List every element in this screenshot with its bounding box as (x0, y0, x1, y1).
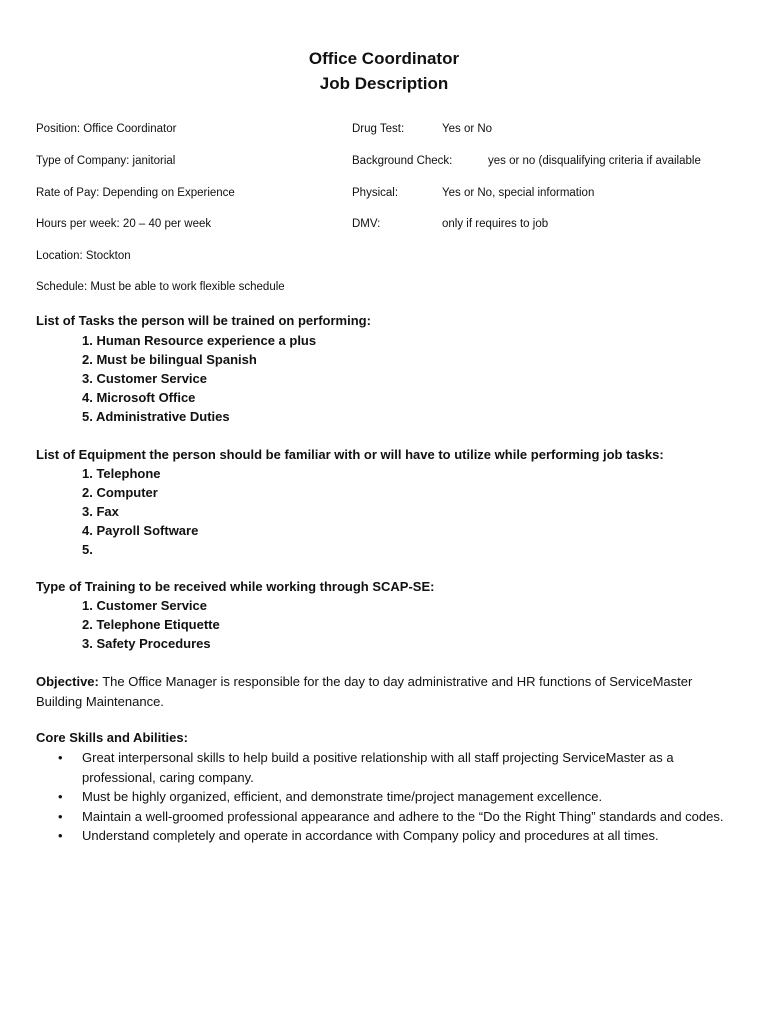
rate-of-pay-field: Rate of Pay: Depending on Experience (36, 187, 235, 199)
bullet-icon: • (58, 808, 63, 824)
list-item-text: Great interpersonal skills to help build a positive relationship with all staff projecting ServiceMaster as a professional, caring company. (82, 750, 674, 785)
physical-label: Physical: (352, 187, 399, 199)
objective-label: Objective: (36, 674, 99, 689)
dmv-value: only if requires to job (442, 218, 549, 230)
bullet-icon: • (58, 789, 63, 804)
list-item: 1. Telephone (82, 466, 161, 481)
objective-paragraph (36, 672, 736, 711)
document-subtitle: Job Description (319, 74, 449, 93)
schedule-field: Schedule: Must be able to work flexible schedule (36, 281, 285, 293)
list-item: 3. Safety Procedures (82, 636, 211, 651)
list-item: 4. Payroll Software (82, 523, 199, 538)
list-item: 1. Human Resource experience a plus (82, 333, 317, 348)
drug-test-label: Drug Test: (352, 123, 405, 135)
core-skills-list (36, 748, 736, 846)
bullet-icon: • (58, 828, 63, 843)
hours-field: Hours per week: 20 – 40 per week (36, 218, 212, 230)
objective-text: The Office Manager is responsible for the day to day administrative and HR functions of ServiceMaster Building Maintenance. (36, 674, 693, 709)
location-field: Location: Stockton (36, 250, 131, 262)
list-item: 5. (82, 542, 93, 557)
position-field: Position: Office Coordinator (36, 123, 177, 135)
physical-value: Yes or No, special information (442, 187, 595, 199)
list-item: 2. Computer (82, 485, 158, 500)
list-item: 3. Fax (82, 504, 119, 519)
dmv-label: DMV: (352, 218, 381, 230)
list-item-text: Must be highly organized, efficient, and demonstrate time/project management excellence. (82, 789, 603, 804)
list-item: 2. Telephone Etiquette (82, 617, 220, 632)
list-item-text: Understand completely and operate in accordance with Company policy and procedures at all times. (82, 828, 659, 843)
company-type-field: Type of Company: janitorial (36, 155, 176, 167)
list-item (36, 807, 736, 827)
tasks-heading: List of Tasks the person will be trained on performing: (36, 313, 371, 328)
list-item: 2. Must be bilingual Spanish (82, 352, 257, 367)
core-skills-heading: Core Skills and Abilities: (36, 730, 188, 745)
list-item (36, 748, 736, 787)
equipment-list (82, 464, 198, 559)
list-item-text: Maintain a well-groomed professional appearance and adhere to the “Do the Right Thing” standards and codes. (82, 808, 724, 824)
list-item: 1. Customer Service (82, 598, 208, 613)
list-item: 5. Administrative Duties (82, 409, 230, 424)
background-check-label: Background Check: (352, 155, 453, 167)
drug-test-value: Yes or No (442, 123, 493, 135)
background-check-value: yes or no (disqualifying criteria if available (488, 155, 701, 167)
bullet-icon: • (58, 750, 63, 765)
list-item (36, 826, 736, 846)
equipment-heading: List of Equipment the person should be familiar with or will have to utilize while performing job tasks: (36, 447, 664, 462)
training-heading: Type of Training to be received while working through SCAP-SE: (36, 579, 435, 594)
list-item: 4. Microsoft Office (82, 390, 196, 405)
tasks-list (82, 331, 316, 426)
document-title: Office Coordinator (308, 49, 460, 68)
list-item: 3. Customer Service (82, 371, 208, 386)
list-item (36, 787, 736, 807)
training-list (82, 596, 220, 653)
